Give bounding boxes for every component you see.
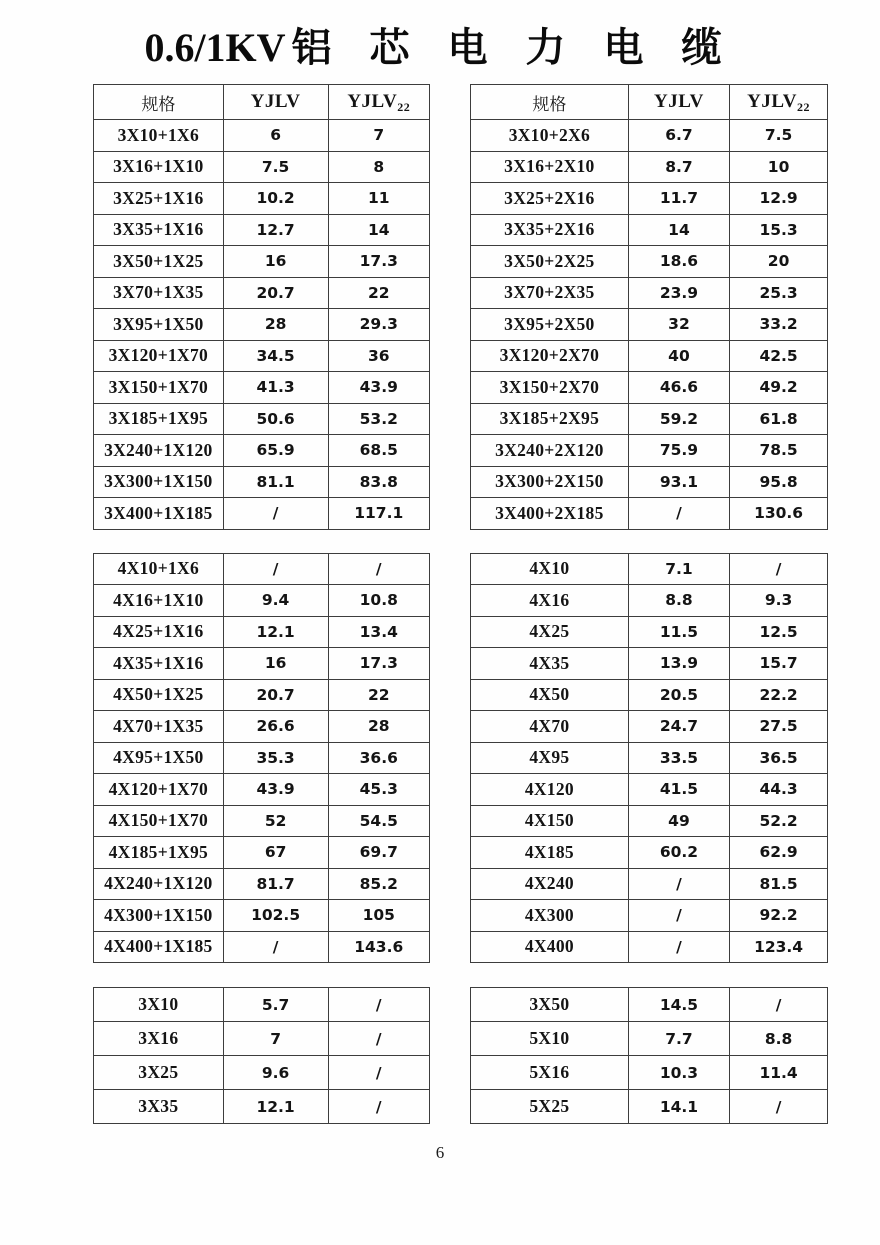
spec-cell: 3X240+1X120 [94,435,224,467]
yjlv-column-header: YJLV [223,85,328,120]
yjlv-price-cell: 16 [223,648,328,680]
table-row [471,585,828,617]
page-title-voltage: 0.6/1KV [144,25,286,70]
yjlv22-subscript: 22 [397,100,411,114]
spec-cell: 3X25+2X16 [471,183,629,215]
page-number: 6 [435,1143,445,1162]
table-row [471,837,828,869]
yjlv22-price-cell: 14 [328,214,429,246]
yjlv-price-cell: 81.1 [223,466,328,498]
table-row [94,120,430,152]
table-header [94,85,430,120]
table-row [94,742,430,774]
spec-cell: 3X16 [94,1022,224,1056]
table-row [94,805,430,837]
yjlv-price-cell: 34.5 [223,340,328,372]
yjlv22-price-cell: 22.2 [730,679,828,711]
yjlv22-column-header [328,85,429,120]
spec-cell: 4X240+1X120 [94,868,224,900]
spec-cell: 3X35+2X16 [471,214,629,246]
yjlv22-price-cell: 78.5 [730,435,828,467]
yjlv-price-cell: 28 [223,309,328,341]
yjlv-price-cell: 18.6 [628,246,729,278]
spec-cell: 3X400+2X185 [471,498,629,530]
yjlv-price-cell: 49 [628,805,729,837]
spec-cell: 3X35 [94,1090,224,1124]
table-row [94,340,430,372]
yjlv22-price-cell: 8.8 [730,1022,828,1056]
yjlv22-price-cell: 83.8 [328,466,429,498]
price-table-3plus1 [93,84,430,530]
yjlv-column-header: YJLV [628,85,729,120]
yjlv22-price-cell: 15.7 [730,648,828,680]
yjlv22-price-cell: 11.4 [730,1056,828,1090]
table-row [94,931,430,963]
yjlv-price-cell: 16 [223,246,328,278]
spec-cell: 4X25+1X16 [94,616,224,648]
yjlv-price-cell: 10.2 [223,183,328,215]
yjlv22-price-cell: 8 [328,151,429,183]
spec-cell: 3X10+1X6 [94,120,224,152]
table-gap [470,530,828,553]
yjlv-price-cell: 14 [628,214,729,246]
spec-cell: 5X16 [471,1056,629,1090]
spec-cell: 4X95+1X50 [94,742,224,774]
spec-cell: 3X70+2X35 [471,277,629,309]
yjlv-price-cell: / [628,498,729,530]
table-gap [470,963,828,987]
yjlv-price-cell: 33.5 [628,742,729,774]
yjlv22-column-header [730,85,828,120]
table-row [471,616,828,648]
yjlv-price-cell: 8.8 [628,585,729,617]
spec-cell: 3X35+1X16 [94,214,224,246]
yjlv22-price-cell: 117.1 [328,498,429,530]
table-row [471,868,828,900]
yjlv-price-cell: 12.7 [223,214,328,246]
yjlv-price-cell: / [223,553,328,585]
table-row [471,931,828,963]
price-table-5core-small [470,987,828,1124]
yjlv22-price-cell: 7.5 [730,120,828,152]
yjlv22-price-cell: 81.5 [730,868,828,900]
yjlv-price-cell: 14.1 [628,1090,729,1124]
table-row [94,648,430,680]
table-row [94,553,430,585]
spec-cell: 4X10+1X6 [94,553,224,585]
yjlv22-price-cell: 130.6 [730,498,828,530]
spec-cell: 4X16+1X10 [94,585,224,617]
header-row [94,85,430,120]
spec-cell: 4X50+1X25 [94,679,224,711]
yjlv22-price-cell: 62.9 [730,837,828,869]
table-row [94,837,430,869]
yjlv22-price-cell: 12.5 [730,616,828,648]
spec-cell: 3X50 [471,988,629,1022]
yjlv-price-cell: 75.9 [628,435,729,467]
table-row [471,183,828,215]
yjlv22-price-cell: 52.2 [730,805,828,837]
yjlv-price-cell: 11.7 [628,183,729,215]
spec-cell: 4X70 [471,711,629,743]
table-row [471,309,828,341]
yjlv22-price-cell: 49.2 [730,372,828,404]
table-row [471,679,828,711]
yjlv-price-cell: 11.5 [628,616,729,648]
yjlv22-price-cell: 33.2 [730,309,828,341]
table-row [471,372,828,404]
table-row [471,988,828,1022]
table-row [471,466,828,498]
yjlv22-price-cell: 11 [328,183,429,215]
table-row [471,1056,828,1090]
spec-cell: 4X120 [471,774,629,806]
spec-cell: 3X240+2X120 [471,435,629,467]
yjlv-price-cell: 41.3 [223,372,328,404]
table-row [471,774,828,806]
yjlv22-price-cell: 9.3 [730,585,828,617]
price-table-3plus2 [470,84,828,530]
table-row [471,1022,828,1056]
yjlv-price-cell: 7.1 [628,553,729,585]
table-row [94,309,430,341]
table-row [471,648,828,680]
yjlv22-price-cell: 92.2 [730,900,828,932]
table-row [94,403,430,435]
table-row [471,214,828,246]
yjlv22-price-cell: 43.9 [328,372,429,404]
yjlv22-price-cell: / [328,1022,429,1056]
table-row [94,988,430,1022]
yjlv-price-cell: 41.5 [628,774,729,806]
table-row [471,277,828,309]
spec-cell: 3X16+2X10 [471,151,629,183]
yjlv22-price-cell: 15.3 [730,214,828,246]
yjlv-price-cell: 12.1 [223,1090,328,1124]
yjlv-price-cell: 102.5 [223,900,328,932]
yjlv-price-cell: 93.1 [628,466,729,498]
yjlv22-price-cell: 54.5 [328,805,429,837]
table-row [94,214,430,246]
yjlv-price-cell: 8.7 [628,151,729,183]
yjlv-price-cell: 12.1 [223,616,328,648]
page-title-chinese: 铝 芯 电 力 电 缆 [291,25,736,70]
spec-cell: 3X150+1X70 [94,372,224,404]
table-row [471,403,828,435]
yjlv22-price-cell: 36 [328,340,429,372]
yjlv-price-cell: / [628,931,729,963]
spec-cell: 4X400 [471,931,629,963]
spec-cell: 4X50 [471,679,629,711]
tables-area [0,72,880,1124]
spec-column-header: 规格 [94,85,224,120]
yjlv22-price-cell: / [730,988,828,1022]
spec-cell: 4X185 [471,837,629,869]
yjlv22-price-cell: 61.8 [730,403,828,435]
yjlv22-price-cell: 10.8 [328,585,429,617]
yjlv-price-cell: 20.7 [223,679,328,711]
spec-cell: 4X35+1X16 [94,648,224,680]
yjlv-price-cell: 7.7 [628,1022,729,1056]
yjlv22-price-cell: / [730,553,828,585]
yjlv22-subscript: 22 [797,100,811,114]
table-row [471,435,828,467]
spec-cell: 4X240 [471,868,629,900]
spec-cell: 3X50+2X25 [471,246,629,278]
yjlv22-price-cell: 143.6 [328,931,429,963]
yjlv-price-cell: 23.9 [628,277,729,309]
yjlv-price-cell: 13.9 [628,648,729,680]
table-row [471,246,828,278]
spec-cell: 4X95 [471,742,629,774]
spec-cell: 3X300+1X150 [94,466,224,498]
table-row [471,498,828,530]
yjlv22-price-cell: / [328,1056,429,1090]
yjlv-price-cell: 43.9 [223,774,328,806]
table-row [94,679,430,711]
yjlv22-base: YJLV [747,91,798,112]
spec-cell: 3X25 [94,1056,224,1090]
table-row [94,498,430,530]
spec-cell: 3X300+2X150 [471,466,629,498]
yjlv22-price-cell: 69.7 [328,837,429,869]
yjlv-price-cell: 59.2 [628,403,729,435]
table-gap [93,530,430,553]
table-row [471,805,828,837]
spec-cell: 4X10 [471,553,629,585]
yjlv-price-cell: / [223,931,328,963]
spec-cell: 3X16+1X10 [94,151,224,183]
yjlv-price-cell: / [628,868,729,900]
spec-column-header: 规格 [471,85,629,120]
spec-cell: 5X10 [471,1022,629,1056]
yjlv22-price-cell: 12.9 [730,183,828,215]
table-row [471,553,828,585]
table-row [471,340,828,372]
spec-cell: 3X10 [94,988,224,1022]
yjlv22-price-cell: 45.3 [328,774,429,806]
table-row [471,900,828,932]
table-row [94,466,430,498]
table-row [94,900,430,932]
yjlv22-price-cell: 25.3 [730,277,828,309]
yjlv22-price-cell: 20 [730,246,828,278]
yjlv22-price-cell: 36.6 [328,742,429,774]
spec-cell: 3X120+1X70 [94,340,224,372]
yjlv-price-cell: 60.2 [628,837,729,869]
yjlv22-price-cell: 29.3 [328,309,429,341]
yjlv-price-cell: 24.7 [628,711,729,743]
yjlv-price-cell: 20.7 [223,277,328,309]
spec-cell: 4X16 [471,585,629,617]
yjlv22-price-cell: 17.3 [328,246,429,278]
yjlv22-price-cell: 22 [328,277,429,309]
price-table-4core [470,553,828,964]
table-row [471,711,828,743]
yjlv22-price-cell: 123.4 [730,931,828,963]
yjlv22-price-cell: 10 [730,151,828,183]
yjlv22-price-cell: 28 [328,711,429,743]
spec-cell: 4X300 [471,900,629,932]
table-row [471,1090,828,1124]
table-gap [93,963,430,987]
left-column [93,84,430,1124]
table-row [94,372,430,404]
yjlv-price-cell: 7.5 [223,151,328,183]
table-header [471,85,828,120]
spec-cell: 3X185+2X95 [471,403,629,435]
yjlv22-price-cell: 42.5 [730,340,828,372]
spec-cell: 3X120+2X70 [471,340,629,372]
yjlv-price-cell: 14.5 [628,988,729,1022]
price-table-3core-small [93,987,430,1124]
yjlv-price-cell: 26.6 [223,711,328,743]
yjlv-price-cell: 9.6 [223,1056,328,1090]
yjlv22-price-cell: 36.5 [730,742,828,774]
spec-cell: 3X400+1X185 [94,498,224,530]
table-row [94,711,430,743]
yjlv-price-cell: 10.3 [628,1056,729,1090]
spec-cell: 4X70+1X35 [94,711,224,743]
table-row [94,435,430,467]
yjlv-price-cell: / [628,900,729,932]
yjlv22-price-cell: 27.5 [730,711,828,743]
table-row [94,1090,430,1124]
spec-cell: 3X50+1X25 [94,246,224,278]
spec-cell: 4X25 [471,616,629,648]
yjlv-price-cell: / [223,498,328,530]
spec-cell: 4X120+1X70 [94,774,224,806]
yjlv-price-cell: 50.6 [223,403,328,435]
yjlv-price-cell: 40 [628,340,729,372]
spec-cell: 3X95+2X50 [471,309,629,341]
yjlv22-price-cell: / [730,1090,828,1124]
table-row [94,616,430,648]
table-row [471,120,828,152]
yjlv22-price-cell: 22 [328,679,429,711]
table-row [94,1056,430,1090]
spec-cell: 3X185+1X95 [94,403,224,435]
spec-cell: 4X300+1X150 [94,900,224,932]
spec-cell: 4X150+1X70 [94,805,224,837]
spec-cell: 4X400+1X185 [94,931,224,963]
yjlv22-price-cell: 13.4 [328,616,429,648]
spec-cell: 4X35 [471,648,629,680]
yjlv22-price-cell: 105 [328,900,429,932]
yjlv-price-cell: 7 [223,1022,328,1056]
yjlv22-price-cell: 7 [328,120,429,152]
yjlv-price-cell: 67 [223,837,328,869]
header-row [471,85,828,120]
table-row [471,151,828,183]
spec-cell: 3X10+2X6 [471,120,629,152]
yjlv-price-cell: 5.7 [223,988,328,1022]
price-table-4plus1 [93,553,430,964]
yjlv-price-cell: 6.7 [628,120,729,152]
spec-cell: 3X25+1X16 [94,183,224,215]
yjlv22-price-cell: 44.3 [730,774,828,806]
table-row [94,774,430,806]
yjlv22-price-cell: / [328,988,429,1022]
yjlv22-price-cell: / [328,1090,429,1124]
table-row [94,868,430,900]
table-row [94,585,430,617]
table-row [94,151,430,183]
yjlv22-price-cell: 53.2 [328,403,429,435]
spec-cell: 3X150+2X70 [471,372,629,404]
table-row [94,1022,430,1056]
yjlv-price-cell: 6 [223,120,328,152]
yjlv-price-cell: 35.3 [223,742,328,774]
page-title [0,0,880,72]
spec-cell: 4X185+1X95 [94,837,224,869]
table-row [471,742,828,774]
yjlv22-price-cell: 68.5 [328,435,429,467]
yjlv-price-cell: 81.7 [223,868,328,900]
spec-cell: 5X25 [471,1090,629,1124]
spec-cell: 3X70+1X35 [94,277,224,309]
yjlv-price-cell: 20.5 [628,679,729,711]
table-row [94,183,430,215]
yjlv-price-cell: 52 [223,805,328,837]
right-column [470,84,828,1124]
yjlv22-price-cell: 17.3 [328,648,429,680]
table-row [94,277,430,309]
yjlv-price-cell: 46.6 [628,372,729,404]
yjlv-price-cell: 9.4 [223,585,328,617]
yjlv-price-cell: 32 [628,309,729,341]
yjlv22-price-cell: 95.8 [730,466,828,498]
yjlv22-base: YJLV [347,91,398,112]
yjlv-price-cell: 65.9 [223,435,328,467]
spec-cell: 3X95+1X50 [94,309,224,341]
yjlv22-price-cell: 85.2 [328,868,429,900]
yjlv22-price-cell: / [328,553,429,585]
table-row [94,246,430,278]
spec-cell: 4X150 [471,805,629,837]
